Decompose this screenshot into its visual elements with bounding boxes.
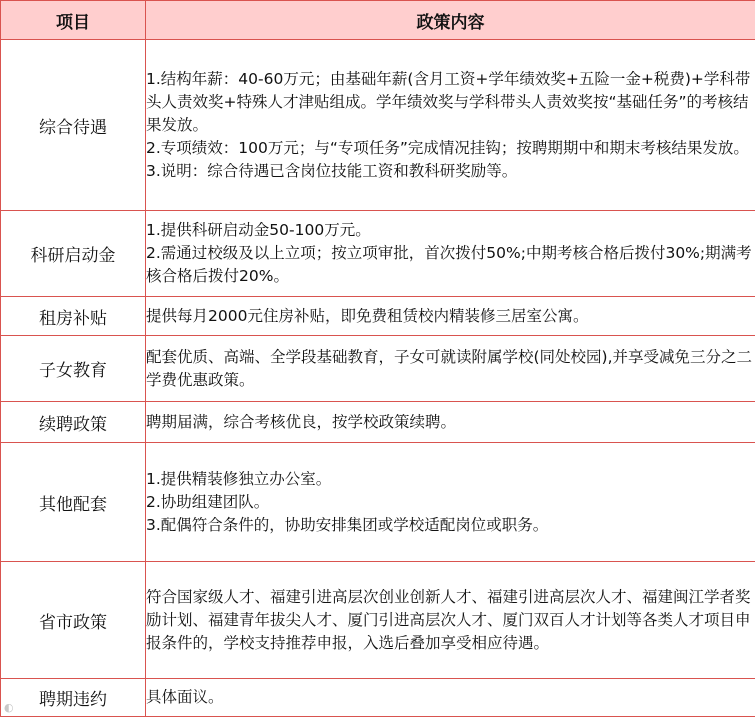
row-item: 子女教育 [1, 336, 146, 402]
row-content [146, 336, 755, 402]
row-content [146, 297, 755, 336]
row-item: 租房补贴 [1, 297, 146, 336]
content-line: 1.提供精装修独立办公室。 [146, 468, 755, 491]
table-row [1, 211, 755, 297]
content-line: 具体面议。 [146, 686, 755, 709]
content-line: 1.提供科研启动金50-100万元。 [146, 219, 755, 242]
table-row [1, 336, 755, 402]
row-item: 聘期违约 [1, 679, 146, 717]
table-row [1, 562, 755, 679]
content-line: 2.协助组建团队。 [146, 491, 755, 514]
row-item: 科研启动金 [1, 211, 146, 297]
row-content [146, 40, 755, 211]
row-content [146, 443, 755, 562]
content-line: 1.结构年薪：40-60万元；由基础年薪(含月工资+学年绩效奖+五险一金+税费)+学科带头人责效奖+特殊人才津贴组成。学年绩效奖与学科带头人责效奖按“基础任务”的考核结果发放。 [146, 68, 755, 137]
content-line: 提供每月2000元住房补贴，即免费租赁校内精装修三居室公寓。 [146, 305, 755, 328]
table-row [1, 297, 755, 336]
row-item: 省市政策 [1, 562, 146, 679]
row-item: 综合待遇 [1, 40, 146, 211]
content-line: 2.需通过校级及以上立项；按立项审批，首次拨付50%;中期考核合格后拨付30%;期满考核合格后拨付20%。 [146, 242, 755, 288]
row-item: 续聘政策 [1, 402, 146, 443]
header-content: 政策内容 [146, 1, 755, 40]
row-content [146, 211, 755, 297]
table-row [1, 679, 755, 717]
watermark: ◐ [4, 701, 14, 714]
row-item: 其他配套 [1, 443, 146, 562]
header-item: 项目 [1, 1, 146, 40]
table-row [1, 402, 755, 443]
table-row [1, 443, 755, 562]
content-line: 符合国家级人才、福建引进高层次创业创新人才、福建引进高层次人才、福建闽江学者奖励计划、福建青年拔尖人才、厦门引进高层次人才、厦门双百人才计划等各类人才项目申报条件的，学校支持推荐申报，入选后叠加享受相应待遇。 [146, 586, 755, 655]
content-line: 2.专项绩效：100万元；与“专项任务”完成情况挂钩；按聘期期中和期末考核结果发放。 [146, 137, 755, 160]
content-line: 聘期届满，综合考核优良，按学校政策续聘。 [146, 411, 755, 434]
header-row [1, 1, 755, 40]
content-line: 配套优质、高端、全学段基础教育，子女可就读附属学校(同处校园),并享受减免三分之二学费优惠政策。 [146, 346, 755, 392]
row-content [146, 402, 755, 443]
row-content [146, 562, 755, 679]
row-content [146, 679, 755, 717]
content-line: 3.配偶符合条件的，协助安排集团或学校适配岗位或职务。 [146, 514, 755, 537]
content-line: 3.说明：综合待遇已含岗位技能工资和教科研奖励等。 [146, 160, 755, 183]
table-row [1, 40, 755, 211]
